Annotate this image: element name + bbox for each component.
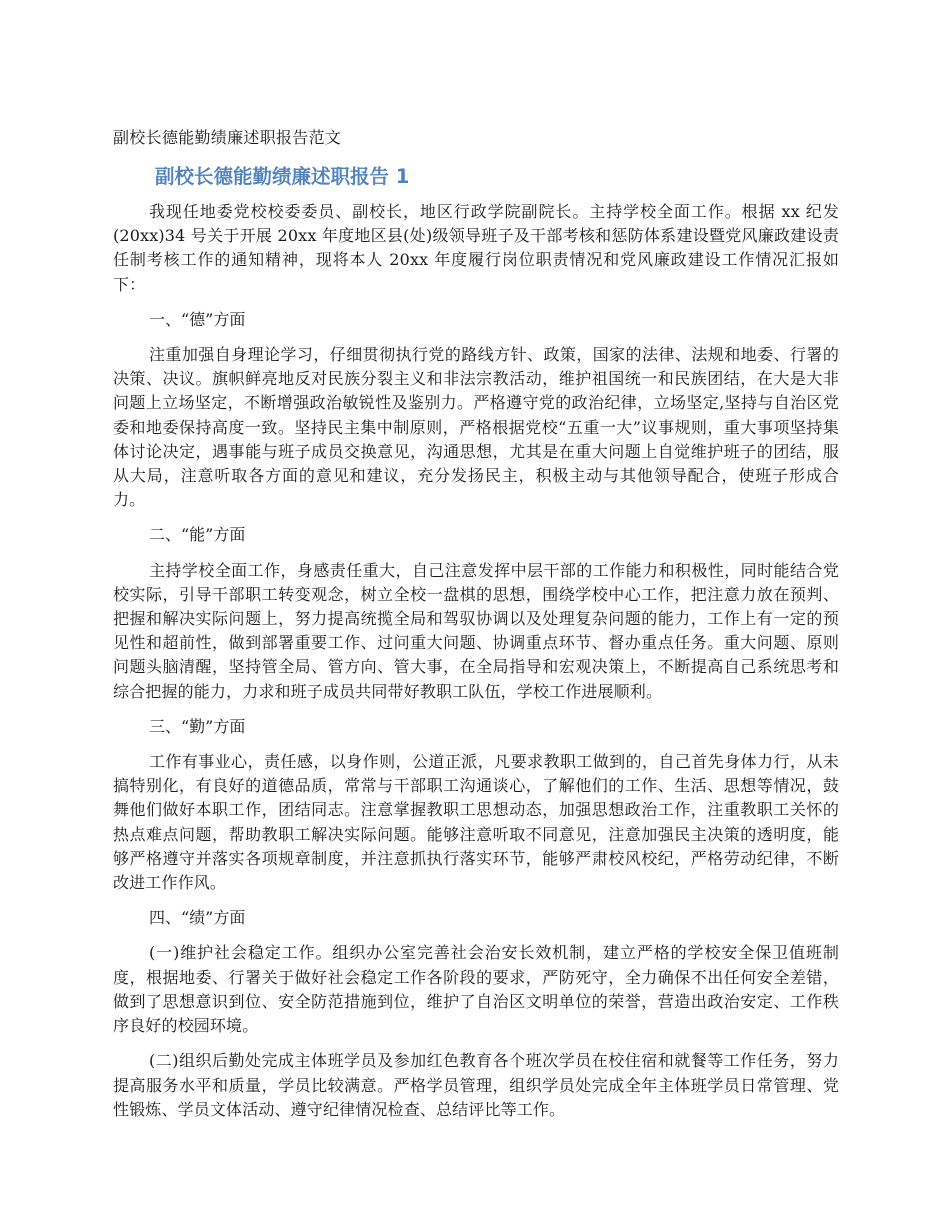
report-heading: 副校长德能勤绩廉述职报告 1 <box>155 165 410 188</box>
section-heading-neng: 二、“能”方面 <box>149 525 246 545</box>
section-ji-paragraph-1: (一)维护社会稳定工作。组织办公室完善社会治安长效机制，建立严格的学校安全保卫值班制度，根据地委、行署关于做好社会稳定工作各阶段的要求，严防死守，全力确保不出任何安全差错，做到了思想意识到位、安全防范措施到位，维护了自治区文明单位的荣誉，营造出政治安定、工作秩序良好的校园环境。 <box>113 943 839 1036</box>
intro-paragraph: 我现任地委党校校委委员、副校长，地区行政学院副院长。主持学校全面工作。根据 xx 纪发(20xx)34 号关于开展 20xx 年度地区县(处)级领导班子及干部考核和惩防体系建设暨党风廉政建设责任制考核工作的通知精神，现将本人 20xx 年度履行岗位职责情况和党风廉政建设工作情况汇报如下： <box>113 202 839 294</box>
section-heading-qin: 三、“勤”方面 <box>149 716 246 736</box>
document-title: 副校长德能勤绩廉述职报告范文 <box>113 128 342 147</box>
section-heading-ji: 四、“绩”方面 <box>149 908 246 928</box>
document-body <box>113 200 839 1133</box>
section-heading-de: 一、“德”方面 <box>149 309 246 329</box>
section-neng-paragraph: 主持学校全面工作，身感责任重大，自己注意发挥中层干部的工作能力和积极性，同时能结合党校实际，引导干部职工转变观念，树立全校一盘棋的思想，围绕学校中心工作，把注意力放在预判、把握和解决实际问题上，努力提高统揽全局和驾驭协调以及处理复杂问题的能力，工作上有一定的预见性和超前性，做到部署重要工作、过问重大问题、协调重点环节、督办重点任务。重大问题、原则问题头脑清醒，坚持管全局、管方向、管大事，在全局指导和宏观决策上，不断提高自己系统思考和综合把握的能力，力求和班子成员共同带好教职工队伍，学校工作进展顺利。 <box>113 560 839 701</box>
section-qin-paragraph: 工作有事业心，责任感，以身作则，公道正派，凡要求教职工做到的，自己首先身体力行，从未搞特别化，有良好的道德品质，常常与干部职工沟通谈心，了解他们的工作、生活、思想等情况，鼓舞他们做好本职工作，团结同志。注意掌握教职工思想动态，加强思想政治工作，注重教职工关怀的热点难点问题，帮助教职工解决实际问题。能够注意听取不同意见，注意加强民主决策的透明度，能够严格遵守并落实各项规章制度，并注意抓执行落实环节，能够严肃校风校纪，严格劳动纪律，不断改进工作作风。 <box>113 752 839 893</box>
section-ji-paragraph-2: (二)组织后勤处完成主体班学员及参加红色教育各个班次学员在校住宿和就餐等工作任务，努力提高服务水平和质量，学员比较满意。严格学员管理，组织学员处完成全年主体班学员日常管理、党性锻炼、学员文体活动、遵守纪律情况检查、总结评比等工作。 <box>113 1051 839 1119</box>
section-de-paragraph: 注重加强自身理论学习，仔细贯彻执行党的路线方针、政策，国家的法律、法规和地委、行署的决策、决议。旗帜鲜亮地反对民族分裂主义和非法宗教活动，维护祖国统一和民族团结，在大是大非问题上立场坚定，不断增强政治敏锐性及鉴别力。严格遵守党的政治纪律，立场坚定,坚持与自治区党委和地委保持高度一致。坚持民主集中制原则，严格根据党校“五重一大”议事规则，重大事项坚持集体讨论决定，遇事能与班子成员交换意见，沟通思想，尤其是在重大问题上自觉维护班子的团结，服从大局，注意听取各方面的意见和建议，充分发扬民主，积极主动与其他领导配合，使班子形成合力。 <box>113 345 839 510</box>
